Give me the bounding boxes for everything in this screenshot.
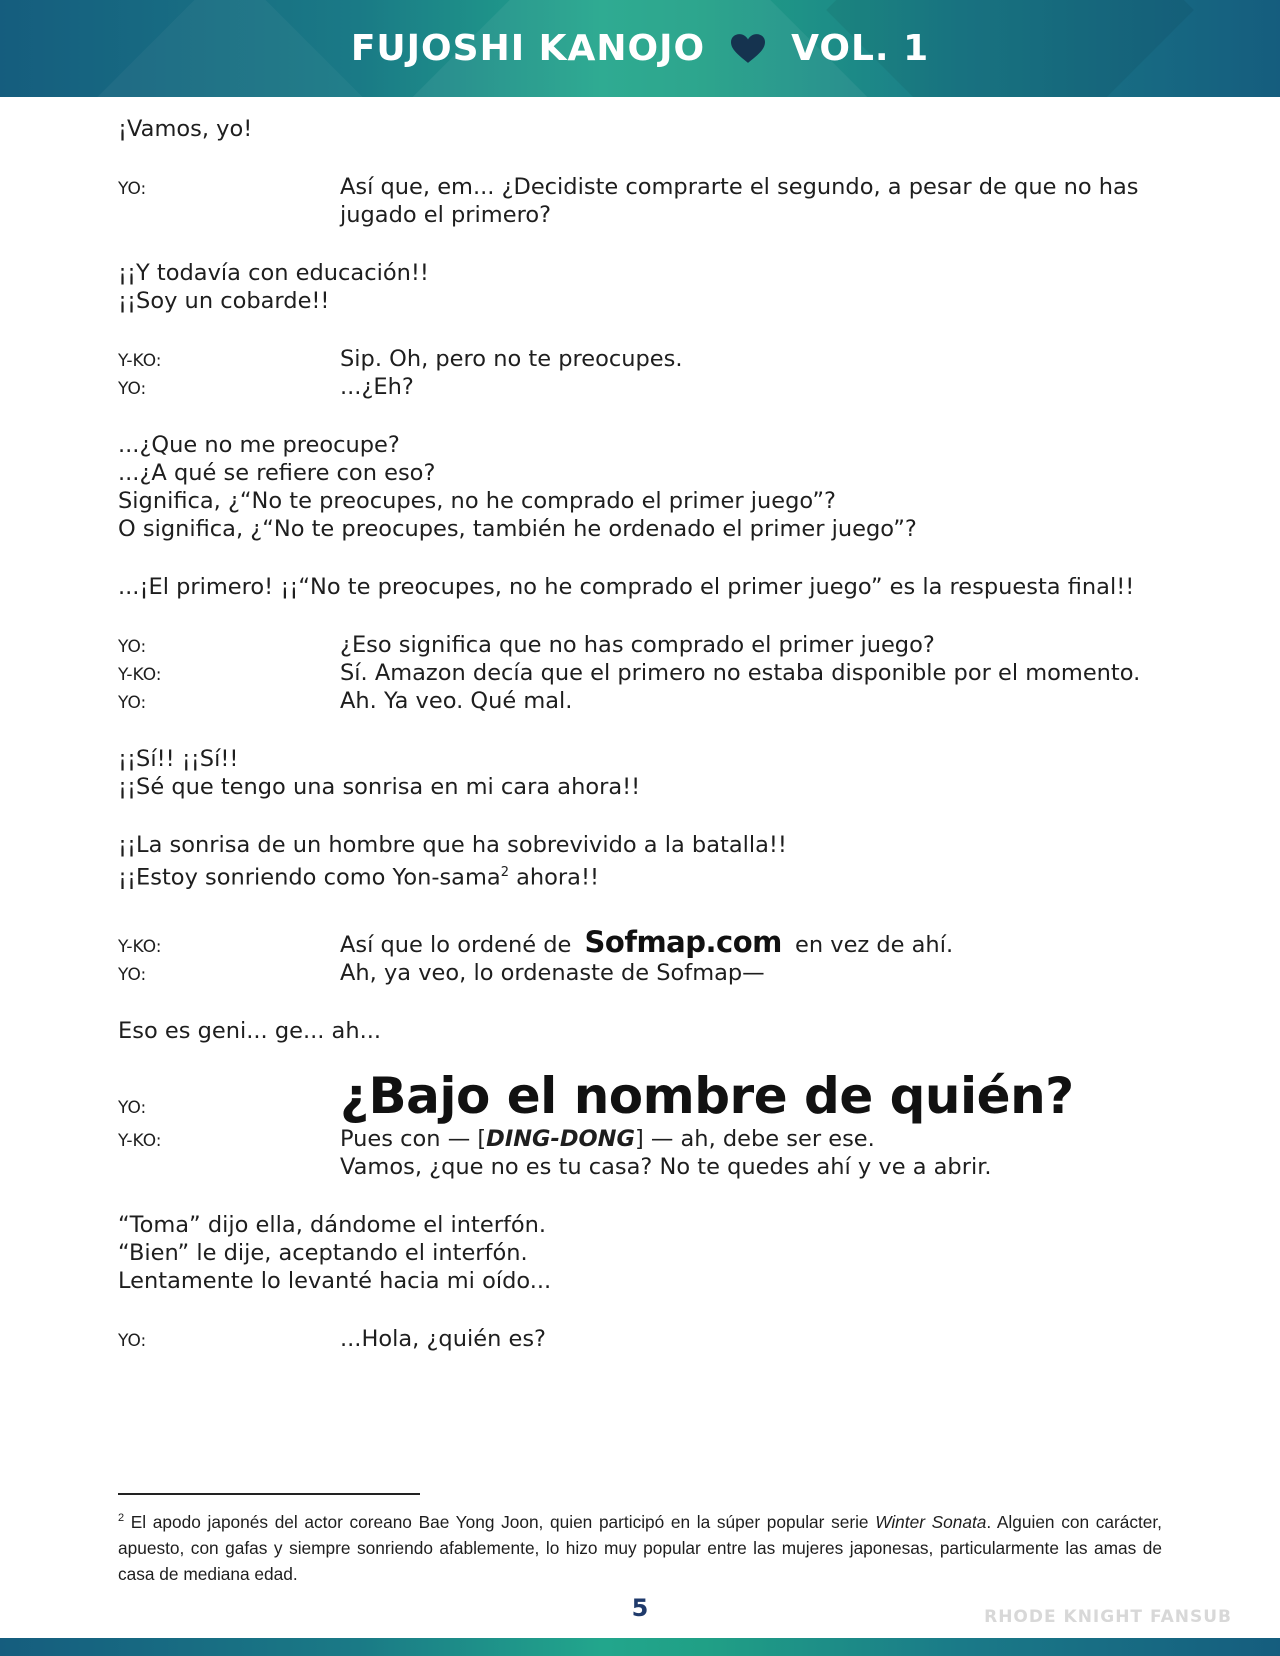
footnote-title-italic: Winter Sonata	[875, 1511, 987, 1532]
dialogue-text: ...Hola, ¿quién es?	[340, 1325, 546, 1352]
narration-line: ¡¡Sí!! ¡¡Sí!!	[118, 746, 239, 772]
speaker-label: YO:	[118, 379, 147, 399]
dialogue-text: Vamos, ¿que no es tu casa? No te quedes ahí y ve a abrir.	[340, 1153, 992, 1180]
narration-line: ...¿Que no me preocupe?	[118, 432, 400, 458]
speaker-label: YO:	[118, 637, 147, 657]
narration-line: ¡¡Sé que tengo una sonrisa en mi cara ahora!!	[118, 774, 641, 800]
footer-band	[0, 1638, 1280, 1656]
dialogue-block	[118, 173, 1178, 229]
dialogue-text: Ah. Ya veo. Qué mal.	[340, 688, 573, 714]
narration-line: Lentamente lo levanté hacia mi oído...	[118, 1267, 552, 1294]
narration: ...¡El primero! ¡¡“No te preocupes, no he comprado el primer juego” es la respuesta final!!	[118, 574, 1135, 600]
footnote-text: . Alguien con carácter, apuesto, con gafas y siempre sonriendo afablemente, lo hizo muy popular entre las mujeres japonesas, particularmente las amas de casa de mediana edad.	[118, 1511, 1162, 1584]
dialogue-line	[118, 1153, 1178, 1181]
dialogue-line	[118, 173, 1178, 229]
dialogue-text-part: Así que lo ordené de	[340, 931, 579, 958]
dialogue-text-part: en vez de ahí.	[787, 931, 954, 958]
dialogue-block	[118, 1325, 1178, 1353]
header-banner	[0, 0, 1280, 97]
page-number: 5	[631, 1594, 649, 1622]
dialogue-text-part: ] — ah, debe ser ese.	[634, 1125, 875, 1152]
speaker-label: Y-KO:	[118, 351, 162, 371]
narration-block	[118, 431, 1178, 543]
shouted-dialogue-text: ¿Bajo el nombre de quién?	[340, 1066, 1074, 1125]
dialogue-line	[118, 345, 1178, 373]
footnote-reference[interactable]: 2	[500, 865, 509, 880]
dialogue-line	[118, 631, 1178, 659]
dialogue-line	[118, 687, 1178, 715]
dialogue-line	[118, 959, 1178, 987]
footnote-text: El apodo japonés del actor coreano Bae Yong Joon, quien participó en la súper popular serie	[124, 1511, 876, 1532]
speaker-label: Y-KO:	[118, 1130, 162, 1151]
narration-line: “Toma” dijo ella, dándome el interfón.	[118, 1211, 547, 1238]
narration-line: ...¿A qué se refiere con eso?	[118, 460, 436, 486]
narration-line: ¡¡Y todavía con educación!!	[118, 260, 429, 286]
sofmap-logo-text: Sofmap.com	[584, 924, 782, 959]
speaker-label: YO:	[118, 964, 147, 985]
speaker-label: YO:	[118, 179, 147, 199]
dialogue-text: Sip. Oh, pero no te preocupes.	[340, 346, 683, 372]
footnote	[118, 1505, 1162, 1587]
dialogue-text: ...¿Eh?	[340, 374, 414, 400]
narration-block	[118, 745, 1178, 801]
heart-icon	[731, 34, 765, 64]
dialogue-text: Ah, ya veo, lo ordenaste de Sofmap—	[340, 959, 765, 986]
narration-line: Significa, ¿“No te preocupes, no he comprado el primer juego”?	[118, 488, 836, 514]
narration: ¡Vamos, yo!	[118, 116, 253, 142]
narration-line: O significa, ¿“No te preocupes, también he ordenado el primer juego”?	[118, 516, 917, 542]
volume-title: VOL. 1	[791, 28, 930, 69]
narration-line: “Bien” le dije, aceptando el interfón.	[118, 1239, 528, 1266]
narration-text: ¡¡Estoy sonriendo como Yon-sama	[118, 864, 501, 891]
speaker-label: YO:	[118, 1097, 147, 1118]
narration-block	[118, 1211, 1178, 1295]
narration-block	[118, 259, 1178, 315]
dialogue-text	[340, 1125, 1178, 1153]
speaker-label: YO:	[118, 1330, 147, 1351]
dialogue-text: Sí. Amazon decía que el primero no estaba disponible por el momento.	[340, 660, 1141, 686]
narration: Eso es geni... ge... ah...	[118, 1017, 382, 1044]
dialogue-text: ¿Eso significa que no has comprado el primer juego?	[340, 632, 935, 658]
series-title: FUJOSHI KANOJO	[350, 28, 706, 69]
header-title	[0, 0, 1280, 97]
narration-block	[118, 831, 1178, 892]
dialogue-text: Así que, em... ¿Decidiste comprarte el segundo, a pesar de que no has jugado el primero?	[340, 174, 1139, 228]
dialogue-line	[118, 1325, 1178, 1353]
narration-line: ¡¡Soy un cobarde!!	[118, 288, 330, 314]
dialogue-text-part: Pues con — [	[340, 1125, 487, 1152]
dialogue-block	[118, 345, 1178, 401]
dialogue-line	[118, 1067, 1178, 1125]
dialogue-text	[340, 924, 1178, 959]
dialogue-line	[118, 373, 1178, 401]
dialogue-block	[118, 1067, 1178, 1181]
dialogue-line	[118, 924, 1178, 959]
fansub-credit-watermark: RHODE KNIGHT FANSUB	[984, 1607, 1232, 1627]
dialogue-line	[118, 1125, 1178, 1153]
dialogue-block	[118, 924, 1178, 987]
footnote-number: 2	[118, 1512, 125, 1524]
dialogue-line	[118, 659, 1178, 687]
narration-line: ¡¡La sonrisa de un hombre que ha sobrevivido a la batalla!!	[118, 832, 787, 858]
narration-line	[118, 859, 1178, 892]
page-content	[118, 115, 1178, 1383]
sound-effect-text: DING-DONG	[486, 1125, 635, 1152]
dialogue-block	[118, 631, 1178, 715]
speaker-label: Y-KO:	[118, 936, 162, 957]
speaker-label: Y-KO:	[118, 665, 162, 685]
footnote-divider	[118, 1493, 420, 1495]
speaker-label: YO:	[118, 693, 147, 713]
narration-text: ahora!!	[508, 864, 600, 891]
